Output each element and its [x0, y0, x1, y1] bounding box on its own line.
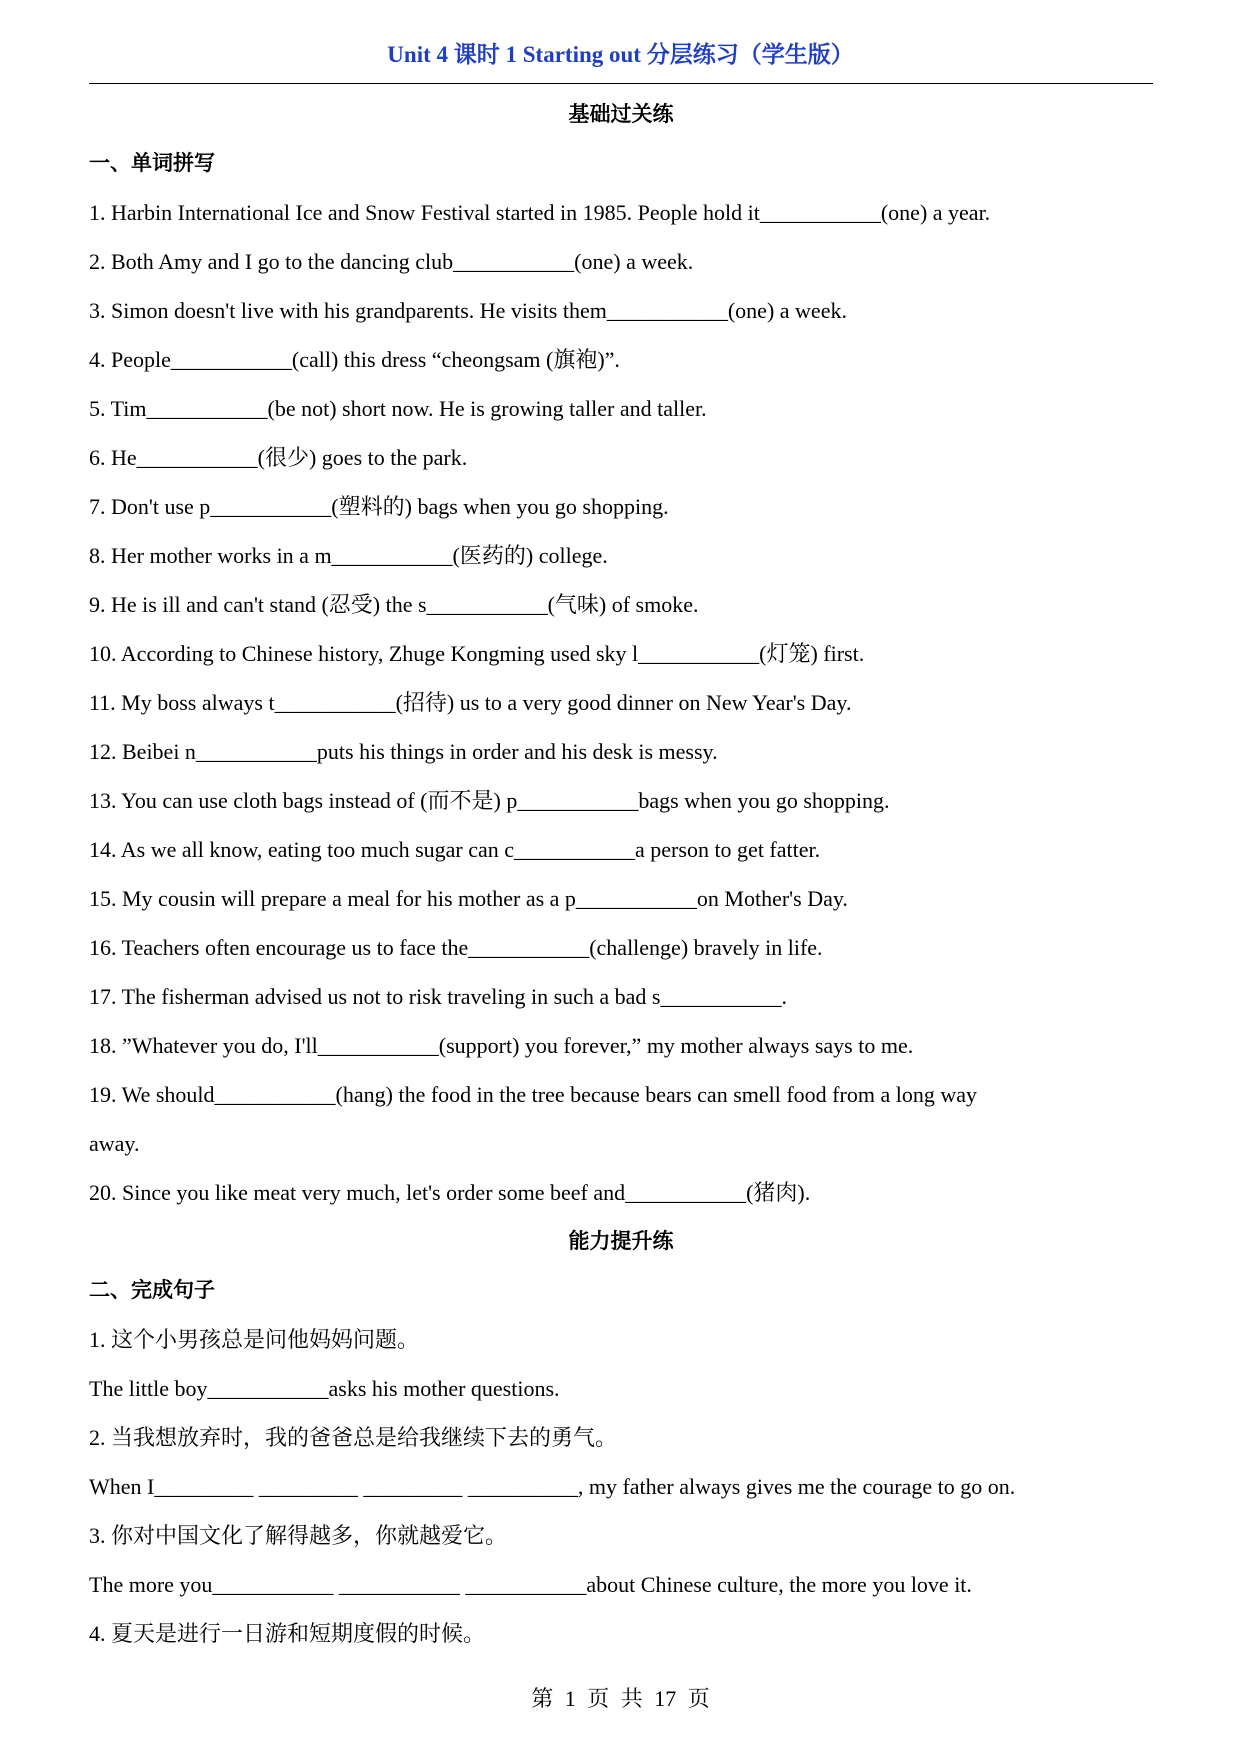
question-line: 16. Teachers often encourage us to face the___________(challenge) bravely in life.: [89, 935, 823, 960]
question-line: 20. Since you like meat very much, let's order some beef and___________(猪肉).: [89, 1180, 811, 1205]
question-line: 18. ”Whatever you do, I'll___________(support) you forever,” my mother always says to me.: [89, 1033, 914, 1058]
question-line: 4. People___________(call) this dress “cheongsam (旗袍)”.: [89, 347, 620, 372]
question-line: 11. My boss always t___________(招待) us to a very good dinner on New Year's Day.: [89, 690, 852, 715]
question-line: 2. 当我想放弃时，我的爸爸总是给我继续下去的勇气。: [89, 1425, 618, 1450]
section1-heading: 基础过关练: [568, 102, 674, 126]
question-line: 8. Her mother works in a m___________(医药的) college.: [89, 543, 608, 568]
question-line: 1. Harbin International Ice and Snow Festival started in 1985. People hold it___________(one) a year.: [89, 200, 991, 225]
page-number: 第 1 页 共 17 页: [531, 1686, 710, 1711]
question-line: 12. Beibei n___________puts his things in order and his desk is messy.: [89, 739, 718, 764]
question-line: 15. My cousin will prepare a meal for his mother as a p___________on Mother's Day.: [89, 886, 848, 911]
section1-list: [89, 188, 1153, 1217]
question-line: When I_________ _________ _________ __________, my father always gives me the courage to go on.: [89, 1474, 1016, 1499]
section2-heading: 能力提升练: [568, 1229, 674, 1253]
document-title: Unit 4 课时 1 Starting out 分层练习（学生版）: [387, 42, 854, 67]
question-line: 6. He___________(很少) goes to the park.: [89, 445, 468, 470]
section2-list: [89, 1315, 1153, 1658]
question-line: 2. Both Amy and I go to the dancing club___________(one) a week.: [89, 249, 694, 274]
question-line: 9. He is ill and can't stand (忍受) the s___________(气味) of smoke.: [89, 592, 699, 617]
worksheet-content: [89, 90, 1153, 1658]
question-line: 7. Don't use p___________(塑料的) bags when you go shopping.: [89, 494, 669, 519]
question-line: 4. 夏天是进行一日游和短期度假的时候。: [89, 1621, 486, 1646]
question-line: The more you___________ ___________ ___________about Chinese culture, the more you love it.: [89, 1572, 972, 1597]
question-line: 17. The fisherman advised us not to risk traveling in such a bad s___________.: [89, 984, 787, 1009]
question-line: 1. 这个小男孩总是问他妈妈问题。: [89, 1327, 420, 1352]
question-line: away.: [89, 1131, 140, 1156]
question-line: 3. Simon doesn't live with his grandparents. He visits them___________(one) a week.: [89, 298, 847, 323]
question-line: 10. According to Chinese history, Zhuge Kongming used sky l___________(灯笼) first.: [89, 641, 865, 666]
question-line: 19. We should___________(hang) the food in the tree because bears can smell food from a long way: [89, 1082, 977, 1107]
question-line: The little boy___________asks his mother questions.: [89, 1376, 560, 1401]
question-line: 13. You can use cloth bags instead of (而不是) p___________bags when you go shopping.: [89, 788, 890, 813]
header-divider: [89, 83, 1153, 84]
section1-title: 一、单词拼写: [89, 151, 215, 175]
question-line: 5. Tim___________(be not) short now. He is growing taller and taller.: [89, 396, 707, 421]
section2-title: 二、完成句子: [89, 1278, 215, 1302]
question-line: 3. 你对中国文化了解得越多，你就越爱它。: [89, 1523, 508, 1548]
question-line: 14. As we all know, eating too much sugar can c___________a person to get fatter.: [89, 837, 821, 862]
